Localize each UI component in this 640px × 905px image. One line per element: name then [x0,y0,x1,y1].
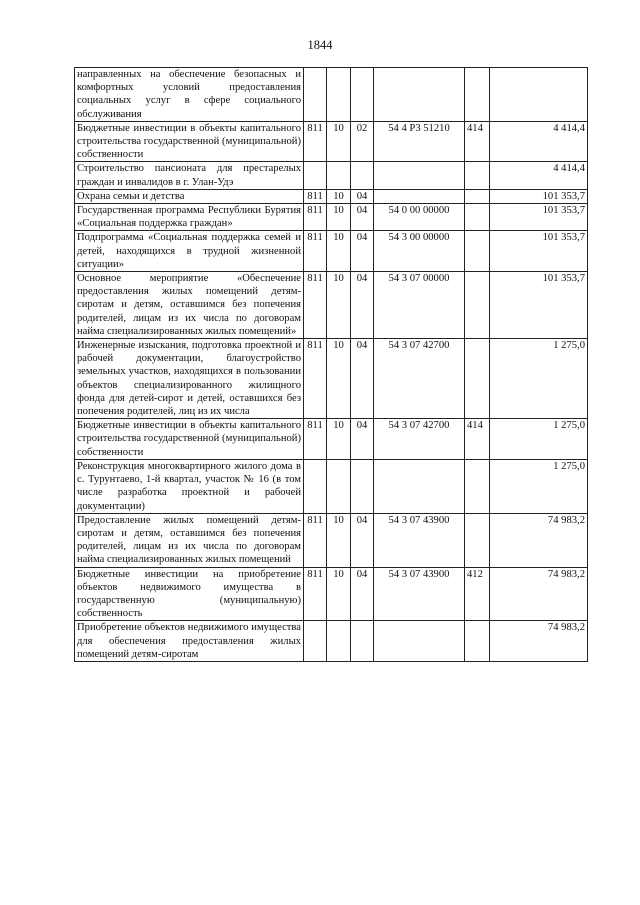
row-vr [465,189,490,203]
page-number: 1844 [307,38,333,52]
row-gr: 811 [304,204,327,231]
row-sum: 74 983,2 [490,621,588,662]
row-rz: 10 [327,567,351,621]
row-rz [327,621,351,662]
row-pr [351,621,374,662]
row-csr: 54 3 07 00000 [374,272,465,339]
row-csr [374,162,465,189]
row-gr [304,459,327,513]
row-sum: 74 983,2 [490,513,588,567]
row-name: Бюджетные инвестиции в объекты капитального строительства государственной (муниципальной) собственности [75,121,304,162]
row-gr: 811 [304,419,327,460]
row-gr: 811 [304,513,327,567]
row-gr: 811 [304,567,327,621]
row-name: Реконструкция многоквартирного жилого дома в с. Турунтаево, 1-й квартал, участок № 16 (в том числе разработка проектной и рабочей документации) [75,459,304,513]
row-vr: 414 [465,419,490,460]
row-vr [465,339,490,419]
row-vr [465,231,490,272]
row-rz: 10 [327,513,351,567]
row-sum: 4 414,4 [490,162,588,189]
row-csr [374,189,465,203]
row-pr: 04 [351,339,374,419]
table-row [75,121,588,162]
row-gr: 811 [304,272,327,339]
row-pr: 04 [351,204,374,231]
row-rz: 10 [327,189,351,203]
row-name: Основное мероприятие «Обеспечение предоставления жилых помещений детям-сиротам и детям, оставшимся без попечения родителей, лицам из их числа по договорам найма специализированных жилых помещений» [75,272,304,339]
table-row [75,621,588,662]
row-csr: 54 3 00 00000 [374,231,465,272]
row-name: Инженерные изыскания, подготовка проектной и рабочей документации, благоустройство земельных участков, находящихся в пользовании объектов специализированного жилищного фонда для детей-сирот и детей, оставшихся без попечения родителей, лиц из их числа [75,339,304,419]
table-row [75,419,588,460]
row-sum: 1 275,0 [490,339,588,419]
row-sum: 101 353,7 [490,204,588,231]
row-sum: 1 275,0 [490,419,588,460]
row-pr: 04 [351,189,374,203]
row-vr: 414 [465,121,490,162]
row-name: Государственная программа Республики Бурятия «Социальная поддержка граждан» [75,204,304,231]
row-csr: 54 0 00 00000 [374,204,465,231]
row-csr [374,68,465,122]
table-row [75,231,588,272]
table-row [75,68,588,122]
row-rz: 10 [327,204,351,231]
row-pr [351,68,374,122]
row-vr [465,621,490,662]
row-csr [374,621,465,662]
row-gr [304,68,327,122]
row-csr [374,459,465,513]
row-sum: 101 353,7 [490,189,588,203]
row-rz [327,459,351,513]
row-csr: 54 3 07 43900 [374,513,465,567]
row-sum [490,68,588,122]
row-sum: 101 353,7 [490,272,588,339]
row-gr [304,162,327,189]
row-name: направленных на обеспечение безопасных и комфортных условий предоставления социальных услуг в сфере социального обслуживания [75,68,304,122]
row-sum: 74 983,2 [490,567,588,621]
row-pr [351,459,374,513]
row-csr: 54 3 07 42700 [374,339,465,419]
row-pr: 04 [351,272,374,339]
row-rz: 10 [327,339,351,419]
row-gr: 811 [304,189,327,203]
row-pr: 04 [351,513,374,567]
row-gr [304,621,327,662]
row-csr: 54 3 07 42700 [374,419,465,460]
table-row [75,567,588,621]
row-name: Бюджетные инвестиции на приобретение объектов недвижимого имущества в государственную (муниципальную) собственность [75,567,304,621]
table-row [75,459,588,513]
row-vr [465,68,490,122]
table-row [75,204,588,231]
row-vr [465,204,490,231]
row-name: Приобретение объектов недвижимого имущества для обеспечения предоставления жилых помещений детям-сиротам [75,621,304,662]
row-rz: 10 [327,121,351,162]
budget-table [74,67,588,662]
table-row [75,339,588,419]
row-name: Предоставление жилых помещений детям-сиротам и детям, оставшимся без попечения родителей, лицам из их числа по договорам найма специализированных жилых помещений [75,513,304,567]
row-rz [327,162,351,189]
row-csr: 54 3 07 43900 [374,567,465,621]
row-rz: 10 [327,231,351,272]
row-sum: 1 275,0 [490,459,588,513]
row-rz: 10 [327,419,351,460]
row-pr: 04 [351,419,374,460]
row-name: Охрана семьи и детства [75,189,304,203]
row-vr [465,459,490,513]
row-sum: 101 353,7 [490,231,588,272]
row-vr: 412 [465,567,490,621]
row-pr: 04 [351,231,374,272]
row-sum: 4 414,4 [490,121,588,162]
row-gr: 811 [304,231,327,272]
row-name: Подпрограмма «Социальная поддержка семей и детей, находящихся в трудной жизненной ситуации» [75,231,304,272]
row-vr [465,513,490,567]
row-vr [465,162,490,189]
row-pr [351,162,374,189]
row-pr: 04 [351,567,374,621]
row-name: Бюджетные инвестиции в объекты капитального строительства государственной (муниципальной) собственности [75,419,304,460]
table-row [75,513,588,567]
row-rz: 10 [327,272,351,339]
row-gr: 811 [304,121,327,162]
row-name: Строительство пансионата для престарелых граждан и инвалидов в г. Улан-Удэ [75,162,304,189]
table-row [75,189,588,203]
row-pr: 02 [351,121,374,162]
row-vr [465,272,490,339]
row-gr: 811 [304,339,327,419]
row-rz [327,68,351,122]
table-row [75,162,588,189]
row-csr: 54 4 P3 51210 [374,121,465,162]
table-row [75,272,588,339]
